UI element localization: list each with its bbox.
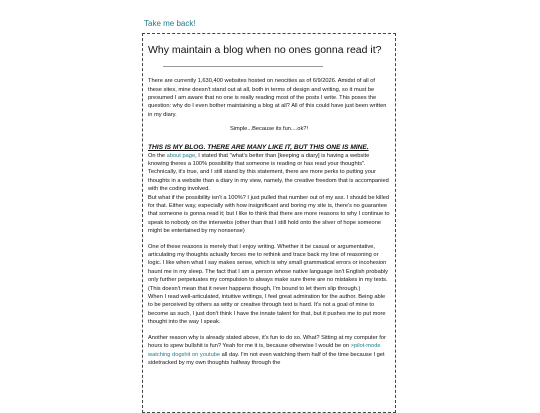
text-span: On the [148, 152, 167, 159]
paragraph-fun [148, 334, 390, 368]
paragraph-intro: There are currently 1,630,400 websites hosted on neocities as of 6/9/2026. Amidst of all of these sites, mine doesn't stand out at all, both in terms of design and writing, so it must be presumed I am aware that no one is really reading most of the posts I write. This poses the question: why do I even bother maintaining a blog at all? All of this could have just been written in my diary. [148, 78, 387, 118]
text-span: all day. I'm not even watching them half of the time because I get sidetracked by my own thoughts halfway through the [148, 351, 385, 366]
back-link[interactable]: Take me back! [144, 19, 196, 28]
about-page-link[interactable]: about page [166, 152, 196, 159]
section-heading: THIS IS MY BLOG. THERE ARE MANY LIKE IT, BUT THIS ONE IS MINE. [148, 143, 369, 151]
paragraph-about [148, 152, 390, 194]
text-span: , I stated that "what's better than [keeping a diary] is having a website knowing theres a 100% possibility that someone is reading or has read your thoughts". Technically, it's true, and I still stand by this statement, there are more perks to putting your thoughts in a website than a diary in my view, namely, the creative freedom that is accompanied with the coding involved. [148, 152, 389, 193]
text-span: Another reason why is already stated above, it's fun to do so. What? Sitting at my computer for hours to spew bullshit is fun? Yeah for me it is, because otherwise I would be on [148, 334, 386, 350]
post-title: Why maintain a blog when no ones gonna read it? [148, 44, 382, 56]
youtube-link[interactable]: >pilot-mode watching dogshit on youtube [148, 343, 381, 358]
blog-post [142, 33, 396, 413]
paragraph-possibility: But what if the possibility isn't a 100%? I just pulled that number out of my ass. I should be killed for that. Either way, especially with how insignificant and boring my site is, there's no guarantee that someone is gonna read it; but I like to think that there are more reasons to why I continue to speak to nobody on the interwebs (other than that I still hold onto the sliver of hope someone might be entertained by my nonsense) [148, 194, 390, 235]
paragraph-simple: Simple...Because its fun....ok?! [229, 126, 309, 133]
paragraph-admiration: When I read well-articulated, intuitive writings, I feel great admiration for the author. Being able to be perceived by others as witty or creative through text is hard. It's not a goal of mine to become as such, I just don't think I have the innate talent for that, but it pushes me to put more thought into the way I speak. [148, 294, 386, 326]
title-divider [163, 66, 323, 67]
paragraph-enjoy-writing: One of these reasons is merely that I enjoy writing. Whether it be casual or argumentative, articulating my thoughts actually forces me to rethink and trace back my line of reasoning or logic. I like when what I say makes sense, which is why small grammatical errors or incohesion haunt me in my sleep. The fact that I am a person whose native language isn't English probably only further perpetuates my compulsion to always make sure there are no mistakes in my texts. (This doesn't mean that it never happens though, I'm bound to let them slip through.) [148, 243, 388, 292]
